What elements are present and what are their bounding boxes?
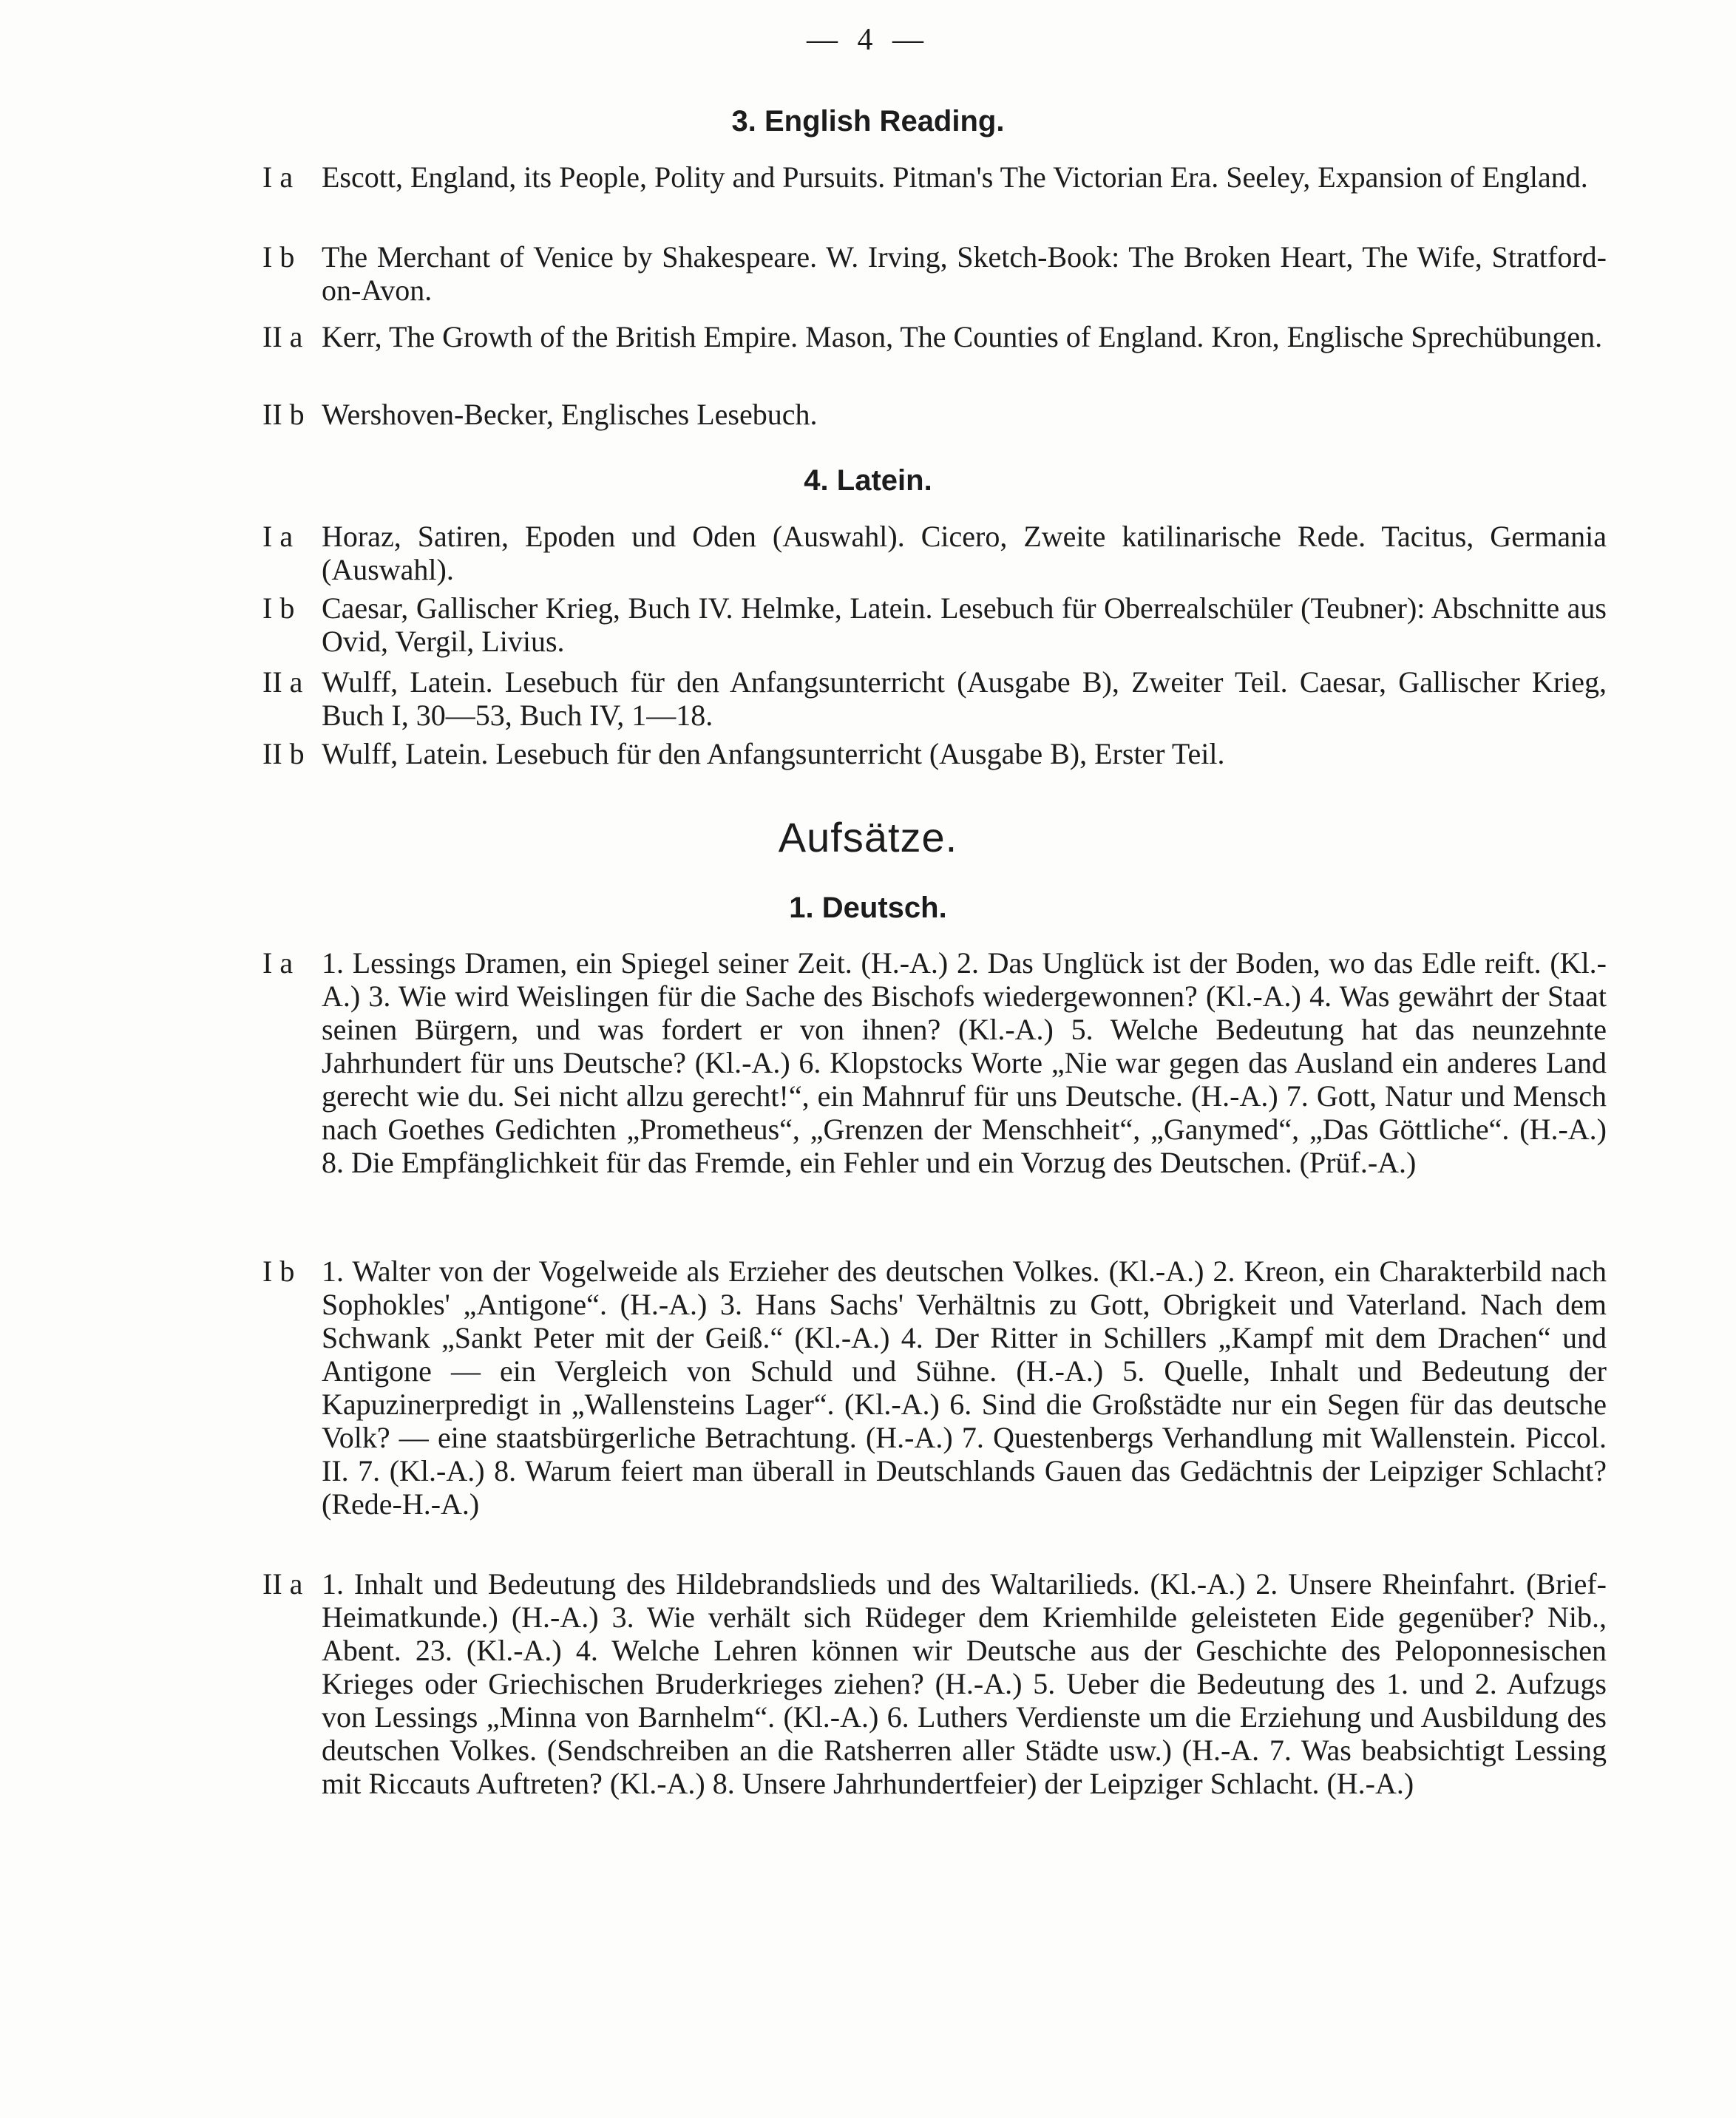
class-label: I a <box>262 946 294 980</box>
entry-text: Escott, England, its People, Polity and Pursuits. Pitman's The Victorian Era. Seeley, Expansion of England. <box>322 160 1588 194</box>
class-label: I a <box>262 520 294 553</box>
entry-text: The Merchant of Venice by Shakespeare. W. Irving, Sketch-Book: The Broken Heart, The Wife, Stratford-on-Avon. <box>322 240 1607 307</box>
entry-text: Wershoven-Becker, Englisches Lesebuch. <box>322 398 818 431</box>
page-number: — 4 — <box>807 23 929 57</box>
entry-text: 1. Inhalt und Bedeutung des Hildebrandslieds und des Waltarilieds. (Kl.-A.) 2. Unsere Rheinfahrt. (Brief-Heimatkunde.) (H.-A.) 3. Wie verhält sich Rüdeger dem Kriemhilde geleisteten Eide gegenüber? Nib., Abent. 23. (Kl.-A.) 4. Welche Lehren können wir Deutsche aus der Geschichte des Peloponnesischen Krieges oder Griechischen Bruderkrieges ziehen? (H.-A.) 5. Ueber die Bedeutung des 1. und 2. Aufzugs von Lessings „Minna von Barnhelm“. (Kl.-A.) 6. Luthers Verdienste um die Erziehung und Ausbildung des deutschen Volkes. (Sendschreiben an die Ratsherren aller Städte usw.) (H.-A. 7. Was beabsichtigt Lessing mit Riccauts Auftreten? (Kl.-A.) 8. Unsere Jahrhundertfeier) der Leipziger Schlacht. (H.-A.) <box>322 1567 1607 1800</box>
section-heading-aufsaetze: Aufsätze. <box>778 814 958 861</box>
class-label: II a <box>262 320 303 353</box>
entry-text: Wulff, Latein. Lesebuch für den Anfangsunterricht (Ausgabe B), Zweiter Teil. Caesar, Gallischer Krieg, Buch I, 30—53, Buch IV, 1—18. <box>322 665 1607 732</box>
section-heading-latein: 4. Latein. <box>804 464 932 497</box>
class-label: I b <box>262 591 295 625</box>
class-label: II b <box>262 737 305 770</box>
entry-text: 1. Lessings Dramen, ein Spiegel seiner Zeit. (H.-A.) 2. Das Unglück ist der Boden, wo das Edle reift. (Kl.-A.) 3. Wie wird Weislingen für die Sache des Bischofs wiedergewonnen? (Kl.-A.) 4. Was gewährt der Staat seinen Bürgern, und was fordert er von ihnen? (Kl.-A.) 5. Welche Bedeutung hat das neunzehnte Jahrhundert für uns Deutsche? (Kl.-A.) 6. Klopstocks Worte „Nie war gegen das Ausland ein anderes Land gerecht wie du. Sei nicht allzu gerecht!“, ein Mahnruf für uns Deutsche. (H.-A.) 7. Gott, Natur und Mensch nach Goethes Gedichten „Prometheus“, „Grenzen der Menschheit“, „Ganymed“, „Das Göttliche“. (H.-A.) 8. Die Empfänglichkeit für das Fremde, ein Fehler und ein Vorzug des Deutschen. (Prüf.-A.) <box>322 946 1607 1179</box>
entry-text: Caesar, Gallischer Krieg, Buch IV. Helmke, Latein. Lesebuch für Oberrealschüler (Teubner): Abschnitte aus Ovid, Vergil, Livius. <box>322 591 1607 658</box>
class-label: II a <box>262 1567 303 1601</box>
class-label: II b <box>262 398 305 431</box>
class-label: II a <box>262 665 303 699</box>
entry-text: Wulff, Latein. Lesebuch für den Anfangsunterricht (Ausgabe B), Erster Teil. <box>322 737 1225 770</box>
entry-text: Kerr, The Growth of the British Empire. Mason, The Counties of England. Kron, Englische Sprechübungen. <box>322 320 1603 353</box>
section-heading-deutsch: 1. Deutsch. <box>789 892 947 924</box>
entry-text: 1. Walter von der Vogelweide als Erzieher des deutschen Volkes. (Kl.-A.) 2. Kreon, ein Charakterbild nach Sophokles' „Antigone“. (H.-A.) 3. Hans Sachs' Verhältnis zu Gott, Obrigkeit und Vaterland. Nach dem Schwank „Sankt Peter mit der Geiß.“ (Kl.-A.) 4. Der Ritter in Schillers „Kampf mit dem Drachen“ und Antigone — ein Vergleich von Schuld und Sühne. (H.-A.) 5. Quelle, Inhalt und Bedeutung der Kapuzinerpredigt in „Wallensteins Lager“. (Kl.-A.) 6. Sind die Großstädte nur ein Segen für das deutsche Volk? — eine staatsbürgerliche Betrachtung. (H.-A.) 7. Questenbergs Verhandlung mit Wallenstein. Piccol. II. 7. (Kl.-A.) 8. Warum feiert man überall in Deutschlands Gauen das Gedächtnis der Leipziger Schlacht? (Rede-H.-A.) <box>322 1255 1607 1521</box>
class-label: I b <box>262 240 295 274</box>
class-label: I b <box>262 1255 295 1288</box>
entry-text: Horaz, Satiren, Epoden und Oden (Auswahl). Cicero, Zweite katilinarische Rede. Tacitus, Germania (Auswahl). <box>322 520 1607 586</box>
class-label: I a <box>262 160 294 194</box>
section-heading-english: 3. English Reading. <box>731 105 1005 138</box>
